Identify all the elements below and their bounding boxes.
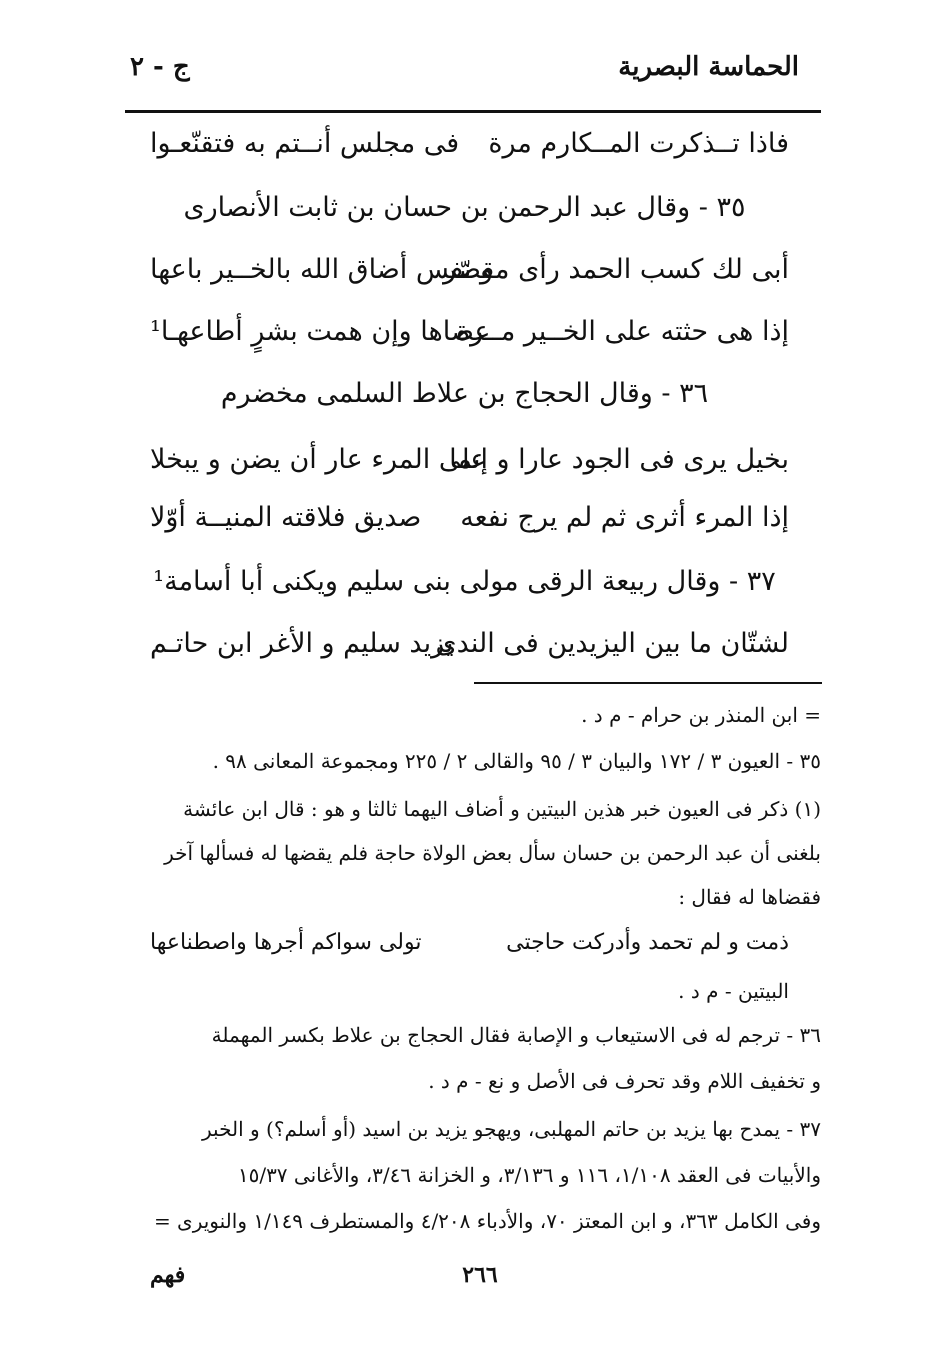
footnote-line: (١) ذكر فى العيون خبر هذين البيتين و أضاف اليهما ثالثا و هو : قال ابن عائشة bbox=[183, 797, 821, 821]
footnote-line: والأبيات فى العقد ١/١٠٨، ١١٦ و ٣/١٣٦، و الخزانة ٣/٤٦، والأغانى ١٥/٣٧ bbox=[237, 1163, 821, 1187]
footnote-line: ٣٦ - ترجم له فى الاستيعاب و الإصابة فقال الحجاج بن علاط بكسر المهملة bbox=[211, 1023, 821, 1047]
verse-second-hemistich: عصاها وإن همت بشرٍ أطاعهـا¹ bbox=[150, 316, 491, 347]
footnote-line: و تخفيف اللام وقد تحرف فى الأصل و نع - م د . bbox=[428, 1069, 821, 1093]
verse-second-hemistich: صديق فلاقته المنيــة أوّلا bbox=[150, 502, 422, 533]
verse-first-hemistich: أبى لك كسب الحمد رأى مقصّر bbox=[443, 254, 789, 285]
poem-heading: ٣٥ - وقال عبد الرحمن بن حسان بن ثابت الأنصارى bbox=[183, 192, 746, 223]
footnote-line: بلغنى أن عبد الرحمن بن حسان سأل بعض الولاة حاجة فلم يقضها له فسألها آخر bbox=[164, 841, 821, 865]
poem-heading: ٣٧ - وقال ربيعة الرقى مولى بنى سليم ويكنى أبا أسامة¹ bbox=[153, 566, 776, 597]
verse-line bbox=[150, 128, 789, 178]
book-title: الحماسة البصرية bbox=[618, 52, 799, 82]
page-number: ٢٦٦ bbox=[462, 1262, 498, 1288]
verse-line bbox=[150, 316, 789, 366]
verse-first-hemistich: لشتّان ما بين اليزيدين فى الندى bbox=[435, 628, 789, 659]
footnote-line: البيتين - م د . bbox=[678, 979, 789, 1003]
verse-line bbox=[150, 254, 789, 304]
verse-second-hemistich: تولى سواكم أجرها واصطناعها bbox=[150, 930, 422, 955]
poem-heading: ٣٦ - وقال الحجاج بن علاط السلمى مخضرم bbox=[220, 378, 709, 409]
footnote-line: ٣٧ - يمدح بها يزيد بن حاتم المهلبى، ويهجو يزيد بن اسيد (أو أسلم؟) و الخبر bbox=[202, 1117, 821, 1141]
footnote-line: فقضاها له فقال : bbox=[678, 885, 821, 909]
verse-second-hemistich: يزيد سليم و الأغر ابن حاتـم bbox=[150, 628, 454, 659]
footnote-line: = ابن المنذر بن حرام - م د . bbox=[581, 703, 821, 727]
footnote-line: ٣٥ - العيون ٣ / ١٧٢ والبيان ٣ / ٩٥ والقالى ٢ / ٢٢٥ ومجموعة المعانى ٩٨ . bbox=[212, 749, 821, 773]
verse-first-hemistich: فاذا تــذكرت المــكارم مرة bbox=[488, 128, 789, 159]
verse-second-hemistich: فى مجلس أنــتم به فتقنّعـوا bbox=[150, 128, 460, 159]
verse-line bbox=[150, 628, 789, 678]
verse-line bbox=[150, 444, 789, 494]
header-rule bbox=[125, 110, 821, 113]
verse-line bbox=[150, 502, 789, 552]
footnote-line: وفى الكامل ٣٦٣، و ابن المعتز ٧٠، والأدباء ٤/٢٠٨ والمستطرف ١/١٤٩ والنويرى = bbox=[153, 1209, 821, 1233]
verse-second-hemistich: و نفس أضاق الله بالخــير باعها bbox=[150, 254, 494, 285]
footnote-verse bbox=[150, 930, 789, 966]
running-header bbox=[130, 52, 799, 96]
volume-label: ج - ٢ bbox=[130, 52, 190, 82]
footnote-rule bbox=[474, 682, 822, 684]
verse-second-hemistich: على المرء عار أن يضن و يبخلا bbox=[150, 444, 487, 475]
verse-first-hemistich: إذا المرء أثرى ثم لم يرج نفعه bbox=[460, 502, 789, 533]
catchword: فهم bbox=[150, 1262, 186, 1288]
verse-first-hemistich: إذا هى حثته على الخــير مــرة bbox=[455, 316, 789, 347]
verse-first-hemistich: ذمت و لم تحمد وأدركت حاجتى bbox=[506, 930, 789, 955]
verse-first-hemistich: بخيل يرى فى الجود عارا و إنما bbox=[449, 444, 789, 475]
